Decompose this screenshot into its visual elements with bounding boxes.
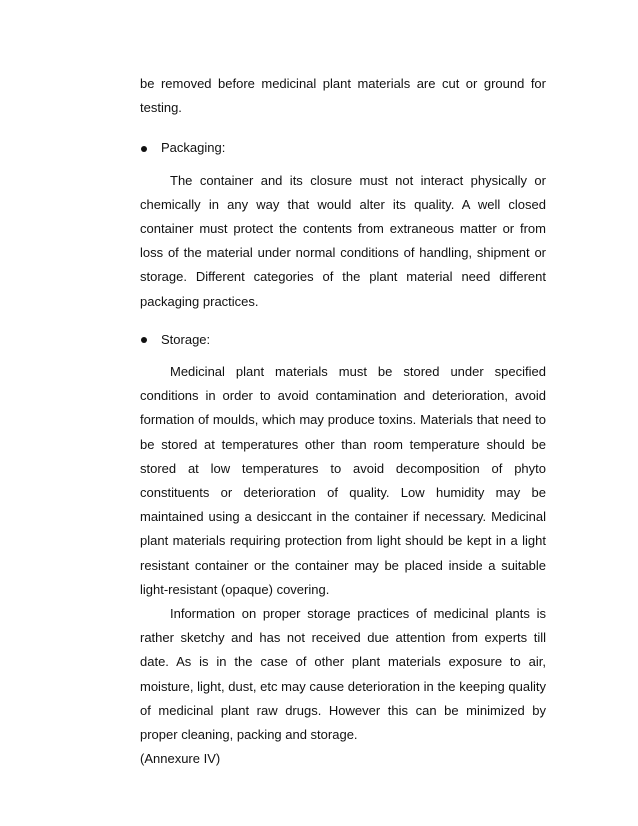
storage-heading: Storage: xyxy=(161,331,211,347)
storage-paragraph-2: Information on proper storage practices of medicinal plants is rather sketchy and has not received due attention from experts till date. As is in the case of other plant materials exposure to air, moisture, light, dust, etc may cause deterioration in the keeping quality of medicinal plant raw drugs. However this can be minimized by proper cleaning, packing and storage. xyxy=(140,606,546,743)
spacer xyxy=(140,352,546,360)
annexure-note: (Annexure IV) xyxy=(140,751,221,767)
packaging-paragraph: The container and its closure must not interact physically or chemically in any way that would alter its quality. A well closed container must protect the contents from extraneous matter or from loss of the material under normal conditions of handling, shipment or storage. Different categories of the plant material need different packaging practices. xyxy=(140,172,546,309)
intro-paragraph: be removed before medicinal plant materials are cut or ground for testing. xyxy=(140,76,546,116)
storage-paragraph-1: Medicinal plant materials must be stored under specified conditions in order to avoid contamination and deterioration, avoid formation of moulds, which may produce toxins. Materials that need to be stored at temperatures other than room temperature should be stored at low temperatures to avoid decomposition of phyto constituents or deterioration of quality. Low humidity may be maintained using a desiccant in the container if necessary. Medicinal plant materials requiring protection from light should be kept in a light resistant container or the container may be placed inside a suitable light-resistant (opaque) covering. xyxy=(140,364,546,597)
spacer xyxy=(140,161,546,169)
bullet-icon xyxy=(141,337,147,343)
storage-heading-row xyxy=(140,328,546,352)
bullet-icon xyxy=(141,146,147,152)
spacer xyxy=(140,314,546,328)
packaging-heading: Packaging: xyxy=(161,140,226,156)
page-content xyxy=(140,72,546,771)
packaging-heading-row xyxy=(140,136,546,160)
spacer xyxy=(140,120,546,136)
